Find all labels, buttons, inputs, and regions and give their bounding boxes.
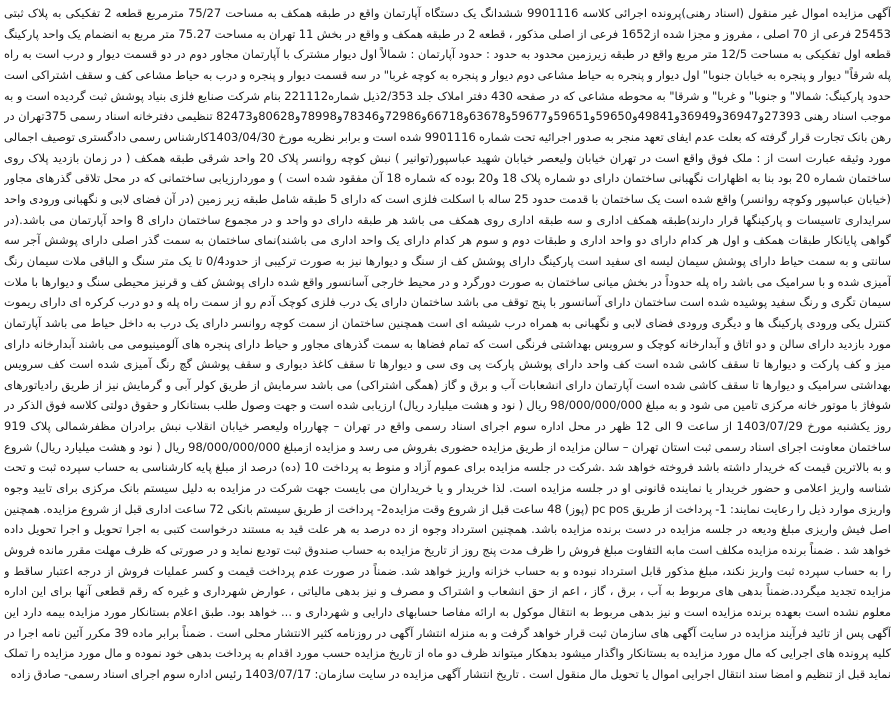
auction-notice <box>4 3 891 707</box>
auction-notice-text: آگهی مزایده اموال غیر منقول (اسناد رهنی)پرونده اجرائی کلاسه 9901116 ششدانگ یک دستگاه آپارتمان واقع در طبقه همکف به مساحت 75/27 مترمربع قطعه 2 تفکیکی به پلاک ثبتی 25453 فرعی از 70 اصلی ، مفروز و مجزا شده از1652 فرعی از اصلی مذکور ، قطعه 2 در طبقه همکف و واقع در بخش 11 تهران به مساحت 75.27 متر مربع به انضمام یک واحد پارکینگ قطعه اول تفکیکی به مساحت 12/5 متر مربع واقع در طبقه زیرزمین محدود به حدود : حدود آپارتمان : شمالاً اول دیوار مشترک با آپارتمان مجاور دوم در دو قسمت دیوار و درب است به راه پله شرقاً" دیوار و پنجره به خیابان جنوبا" اول دیوار و پنجره به حیاط مشاعی دوم دیوار و پنجره به کوچه غربا" در سه قسمت دیوار و پنجره و درب به حیاط مشاعی کف و سقف اشتراکی است حدود پارکینگ: شمالا" و جنوبا" و غربا" و شرقا" به محوطه مشاعی که در صفحه 430 دفتر املاک جلد 2/353ذیل شماره221112 بنام شرکت صنایع فلزی بنیاد پوشش ثبت گردیده است و به موجب اسناد رهنی 27393و36947و36949و49841و59650و59651و59677و63678و66718و72986و78346و78998و80628و82473 تنظیمی دفترخانه اسناد رسمی 375تهران در رهن بانک تجارت قرار گرفته که بعلت عدم ایفای تعهد منجر به صدور اجرائیه تحت شماره 9901116 شده است و برابر نظریه مورخ 1403/04/30کارشناس رسمی دادگستری توصیف اجمالی مورد وثیقه عبارت است از : ملک فوق واقع است در تهران خیابان ولیعصر خیابان شهید عباسپور(توانیر ) نبش کوچه روانسر پلاک 20 واحد شرقی طبقه همکف ( در زمان بازدید پلاک روی ساختمان شماره 20 بود بنا به اظهارات نگهبانی ساختمان دارای دو شماره پلاک 18 و20 بوده که شماره 18 آن مفقود شده است ) و موردارزیابی ساختمانی که در محل تلاقی گذرهای مجاور (خیابان عباسپور وکوچه روانسر) واقع شده است یک ساختمان با قدمت حدود 25 ساله با اسکلت فلزی است که دارای 5 طبقه شامل طبقه زیر زمین (در آن فضای لابی و نگهبانی ورودی واحد سرایداری تاسیسات و پارکینگها قرار دارند)طبقه همکف اداری و سه طبقه اداری روی همکف می باشد هر طبقه دارای دو واحد و در مجموع ساختمان دارای 8 واحد آپارتمان می باشد.(در گواهی پایانکار طبقات همکف و اول هر کدام دارای دو واحد اداری و طبقات دوم و سوم هر کدام دارای یک واحد اداری می باشند)نمای ساختمان به سمت گذر اصلی دارای پوشش آجر سه سانتی و به سمت حیاط دارای پوشش سیمان لیسه ای سفید است پارکینگ دارای پوشش کف از سنگ و دیوارها نیز به صورت ترکیبی از حدود0/4 تا یک متر سنگ و الباقی ملات سیمان رنگ آمیزی شده و با سرامیک می باشد راه پله حدوداً در بخش میانی ساختمان به صورت دورگرد و در محیط خارجی آسانسور واقع شده دارای پوشش کف و قرنیز محیطی سنگ و دیوارها با ملات سیمان تگری و رنگ سفید پوشیده شده است ساختمان دارای آسانسور با پنج توقف می باشد ساختمان دارای یک درب فلزی کوچک آدم رو از سمت راه پله و دو درب کرکره ای دارای ریموت کنترل یکی ورودی پارکینگ ها و دیگری ورودی فضای لابی و نگهبانی به همراه درب شیشه ای است همچنین ساختمان از سمت کوچه روانسر دارای یک درب به داخل حیاط می باشد آپارتمان مورد بازدید دارای سالن و دو اتاق و آبدارخانه کوچک و سرویس بهداشتی فرنگی است که تمام فضاها به سمت گذرهای مجاور و حیاط دارای پنجره های آلومینیومی می باشند آبدارخانه دارای میز و کف پارکت و دیوارها تا سقف کاشی شده است کف واحد دارای پوشش پارکت پی وی سی و دیوارها تا سقف کاغذ دیواری و سقف پوشش گچ رنگ آمیزی شده است کف سرویس بهداشتی سرامیک و دیوارها تا سقف کاشی شده است آپارتمان دارای انشعابات آب و برق و گاز (همگی اشتراکی) می باشد سرمایش از طریق کولر آبی و گرمایش نیز از طریق رادیاتورهای شوفاژ با موتور خانه مرکزی تامین می شود و به مبلغ 98/000/000/000 ریال ( نود و هشت میلیارد ریال) ارزیابی شده است و جهت وصول طلب بستانکار و حقوق دولتی کلاسه فوق الذکر در روز یکشنبه مورخ 1403/07/29 از ساعت 9 الی 12 ظهر در محل اداره سوم اجرای اسناد رسمی واقع در تهران – چهارراه ولیعصر خیابان انقلاب نبش برادران مظفرشمالی پلاک 919 ساختمان معاونت اجرای اسناد رسمی ثبت استان تهران – سالن مزایده از طریق مزایده حضوری بفروش می رسد و مزایده ازمبلغ 98/000/000/000 ریال ( نود و هشت میلیارد ریال) شروع و به بالاترین قیمت که خریدار داشته باشد فروخته خواهد شد .شرکت در جلسه مزایده برای عموم آزاد و منوط به پرداخت 10 (ده) درصد از مبلغ پایه کارشناسی به حساب سپرده ثبت و تحت شناسه واریز اعلامی و حضور خریدار یا نماینده قانونی او در جلسه مزایده است. لذا خریدار و یا خریداران می بایست جهت شرکت در مزایده به دلیل سیستم بانک مرکزی برای تایید وجوه واریزی موارد ذیل را رعایت نمایند: 1- پرداخت از طریق pc pos (پوز) 48 ساعت قبل از شروع وقت مزایده2- پرداخت از طریق سیستم بانکی 72 ساعت اداری قبل از شروع مزایده. همچنین اصل فیش واریزی مبلغ ودیعه در جلسه مزایده در دست برنده مزایده باشد. همچنین استرداد وجوه از ده درصد به هر علت قید به مستند درخواست کتبی به اجرا تحویل و اجرا تحویل داده خواهد شد . ضمناً برنده مزایده مکلف است مابه التفاوت مبلغ فروش را ظرف مدت پنج روز از تاریخ مزایده به حساب صندوق ثبت تودیع نماید و در صورتی که ظرف مهلت مقرر مانده فروش را به حساب سپرده ثبت واریز نکند، مبلغ مذکور قابل استرداد نبوده و به حساب خزانه واریز خواهد شد. ضمناً در صورت عدم پرداخت قیمت و کسر عملیات فروش از درجه اعتبار ساقط و مزایده تجدید میگردد.ضمناً بدهی های مربوط به آب ، برق ، گاز ، اعم از حق انشعاب و اشتراک و مصرف و نیز بدهی مالیاتی ، عوارض شهرداری و غیره که رقم قطعی آنها برای این اداره معلوم نشده است بعهده برنده مزایده است و نیز بدهی مربوط به انتقال موکول به ارائه مفاصا حسابهای دارایی و شهرداری و ... خواهد بود. طبق اعلام بستانکار مورد مزایده بیمه دارد این آگهی پس از تائید فرآیند مزایده در سایت آگهی های سازمان ثبت قرار خواهد گرفت و به منزله انتشار آگهی در روزنامه کثیر الانتشار محلی است . ضمناً برابر ماده 39 مکرر آئین نامه اجرا در کلیه پرونده های اجرایی که مال مورد مزایده به بستانکار واگذار میشود بدهکار میتواند ظرف دو ماه از تاریخ مزایده حسب مورد اقدام به پرداخت بدهی خود نموده و مال مورد مزایده را تملک نماید قبل از تنظیم و امضا سند انتقال اجرایی اموال یا تحویل مال منقول است . تاریخ انتشار آگهی مزایده در سایت سازمان: 1403/07/17 رئیس اداره سوم اجرای اسناد رسمی- صادق زاده <box>4 6 891 681</box>
